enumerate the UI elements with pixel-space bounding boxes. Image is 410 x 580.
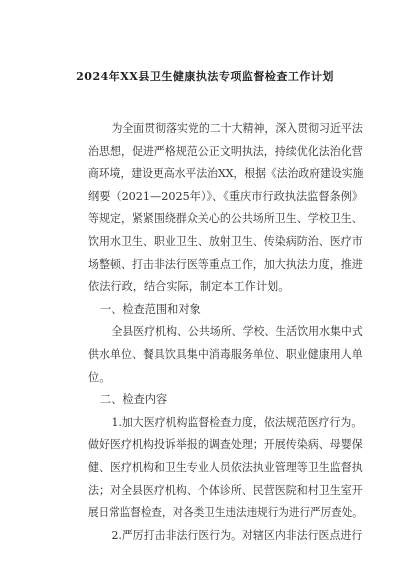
paragraph-item-1 [88,412,363,525]
text-line: 为全面贯彻落实党的二十大精神，深入贯彻习近平法 [111,122,363,135]
text-line: 治思想，促进严格规范公正文明执法，持续优化法治化营 [88,144,363,158]
text-line: 场整顿、打击非法行医等重点工作，加大执法力度，推进 [88,257,363,271]
text-line: 位。 [88,370,111,384]
document-body [88,118,363,547]
document-title: 2024年XX县卫生健康执法专项监督检查工作计划 [76,70,334,83]
text-line: 等规定，紧紧围绕群众关心的公共场所卫生、学校卫生、 [88,212,363,226]
text-line: 依法行政，结合实际，制定本工作计划。 [88,280,290,294]
text-line: 展日常监督检查，对各类卫生违法违规行为进行严厉查处。 [88,506,363,520]
text-line: 全县医疗机构、公共场所、学校、生活饮用水集中式 [111,325,363,339]
text-line: 饮用水卫生、职业卫生、放射卫生、传染病防治、医疗市 [88,234,363,248]
text-line: 做好医疗机构投诉举报的调查处理；开展传染病、母婴保 [88,438,363,452]
section-heading-scope [88,299,363,322]
text-line: 1.加大医疗机构监督检查力度，依法规范医疗行为。 [111,415,363,429]
text-line: 2.严厉打击非法行医行为。对辖区内非法行医点进行 [111,528,363,542]
paragraph-item-2 [88,525,363,548]
text-line: 纲要（2021—2025年）》、《重庆市行政执法监督条例》 [88,189,364,203]
text-line: 供水单位、餐具饮具集中消毒服务单位、职业健康用人单 [88,347,363,361]
paragraph-scope [88,321,363,389]
text-line: 健、医疗机构和卫生专业人员依法执业管理等卫生监督执 [88,460,363,474]
section-heading: 一、检查范围和对象 [100,302,201,316]
text-line: 商环境，建设更高水平法治XX，根据《法治政府建设实施 [88,167,364,181]
section-heading: 二、检查内容 [100,393,168,407]
text-line: 法；对全县医疗机构、个体诊所、民营医院和村卫生室开 [88,483,363,497]
section-heading-content [88,389,363,412]
paragraph-preamble [88,118,363,299]
